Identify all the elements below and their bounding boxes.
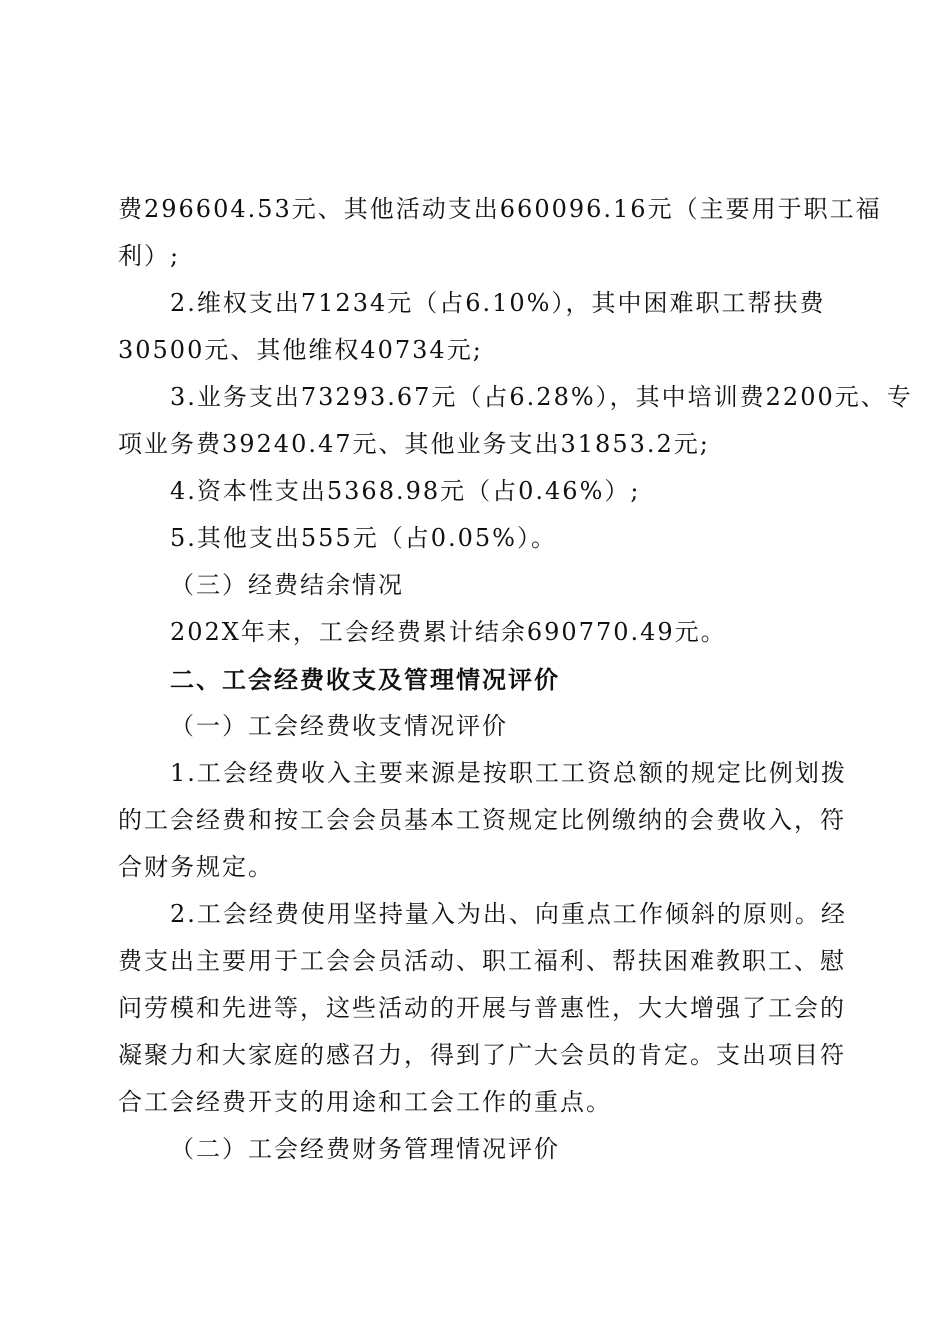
text-line: 2.维权支出71234元（占6.10%），其中困难职工帮扶费 (170, 289, 826, 317)
text-line: 合工会经费开支的用途和工会工作的重点。 (118, 1088, 612, 1116)
paragraph-activity-expense (118, 186, 882, 280)
subheading-financial-management-evaluation (118, 1126, 832, 1173)
subheading-income-expense-evaluation (118, 703, 832, 750)
text-line: 二、工会经费收支及管理情况评价 (170, 665, 560, 694)
text-line: （二）工会经费财务管理情况评价 (170, 1135, 560, 1163)
text-line: 3.业务支出73293.67元（占6.28%），其中培训费2200元、专 (170, 383, 913, 411)
text-line: 4.资本性支出5368.98元（占0.46%）; (170, 477, 641, 505)
document-body (118, 186, 913, 1173)
text-line: 的工会经费和按工会会员基本工资规定比例缴纳的会费收入，符 (118, 806, 846, 834)
text-line: 2.工会经费使用坚持量入为出、向重点工作倾斜的原则。经 (170, 900, 847, 928)
paragraph-rights-expense (118, 280, 832, 374)
paragraph-fund-balance (118, 609, 832, 656)
text-line: 费支出主要用于工会会员活动、职工福利、帮扶困难教职工、慰 (118, 947, 846, 975)
text-line: 凝聚力和大家庭的感召力，得到了广大会员的肯定。支出项目符 (118, 1041, 846, 1069)
text-line: 1.工会经费收入主要来源是按职工工资总额的规定比例划拨 (170, 759, 847, 787)
paragraph-capital-expense (118, 468, 832, 515)
text-line: 合财务规定。 (118, 853, 274, 881)
subheading-fund-balance (118, 562, 832, 609)
paragraph-other-expense (118, 515, 832, 562)
text-line: 问劳模和先进等，这些活动的开展与普惠性，大大增强了工会的 (118, 994, 846, 1022)
paragraph-income-source (118, 750, 847, 891)
text-line: 30500元、其他维权40734元; (118, 336, 483, 364)
paragraph-business-expense (118, 374, 913, 468)
text-line: 利）; (118, 242, 181, 270)
text-line: 202X年末，工会经费累计结余690770.49元。 (170, 618, 727, 646)
text-line: 5.其他支出555元（占0.05%）。 (170, 524, 557, 552)
section-heading-evaluation (118, 656, 832, 703)
text-line: 项业务费39240.47元、其他业务支出31853.2元; (118, 430, 710, 458)
text-line: （一）工会经费收支情况评价 (170, 712, 508, 740)
text-line: 费296604.53元、其他活动支出660096.16元（主要用于职工福 (118, 195, 882, 223)
paragraph-fund-usage (118, 891, 847, 1126)
text-line: （三）经费结余情况 (170, 571, 404, 599)
